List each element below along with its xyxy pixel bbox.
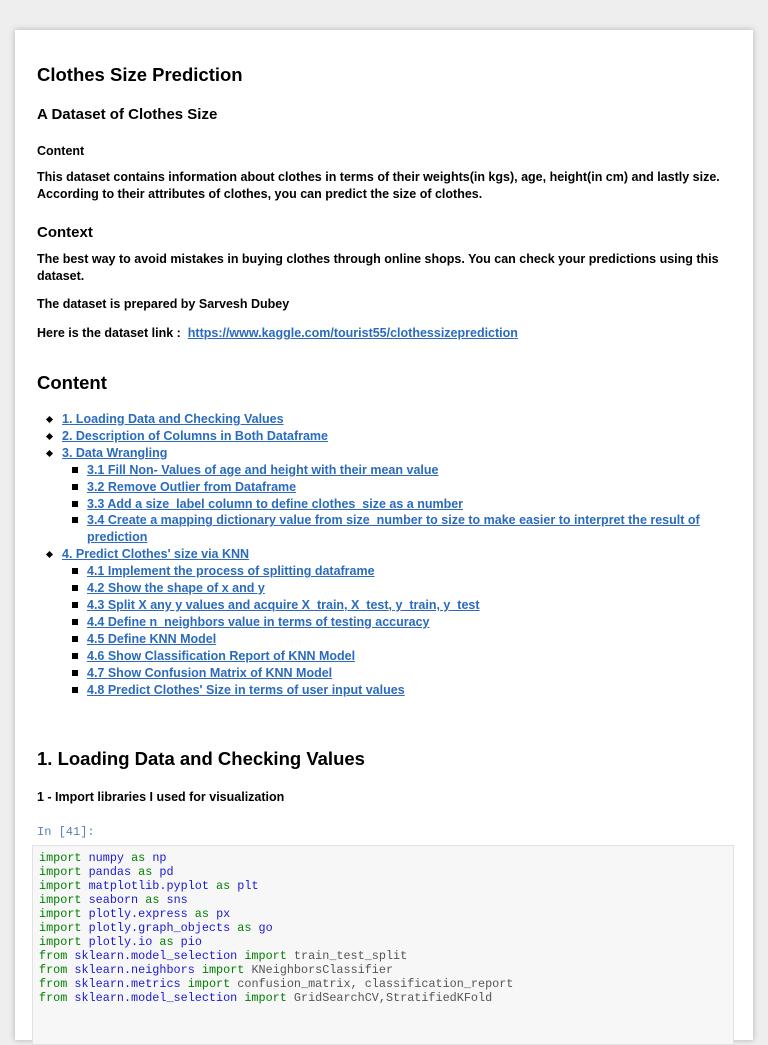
code-line: import numpy as np [39, 851, 167, 865]
toc-item [37, 411, 737, 428]
dataset-subtitle: A Dataset of Clothes Size [37, 106, 218, 123]
code-line: import plotly.io as pio [39, 935, 202, 949]
toc-subitem [62, 614, 737, 631]
toc-link-4-7[interactable]: 4.7 Show Confusion Matrix of KNN Model [87, 665, 333, 680]
page-title: Clothes Size Prediction [37, 64, 243, 85]
toc-item [37, 546, 737, 698]
code-cell[interactable] [32, 845, 734, 1045]
toc-link-2[interactable]: 2. Description of Columns in Both Dataframe [62, 428, 329, 443]
toc-link-3-4[interactable]: 3.4 Create a mapping dictionary value from size_number to size to make easier to interpret the result of prediction [87, 513, 700, 545]
code-line: from sklearn.neighbors import KNeighborsClassifier [39, 963, 394, 977]
toc-subitem [62, 580, 737, 597]
toc-link-4-2[interactable]: 4.2 Show the shape of x and y [87, 581, 265, 596]
toc-subitem [62, 462, 737, 479]
cell-prompt: In [41]: [37, 825, 95, 839]
toc-link-4-4[interactable]: 4.4 Define n_neighbors value in terms of testing accuracy [87, 614, 430, 629]
toc-link-3-2[interactable]: 3.2 Remove Outlier from Dataframe [87, 479, 297, 494]
toc-item [37, 445, 737, 546]
code-line: import plotly.express as px [39, 907, 231, 921]
notebook-page [15, 30, 753, 1040]
toc-subitem [62, 665, 737, 682]
code-line: import plotly.graph_objects as go [39, 921, 273, 935]
context-description: The best way to avoid mistakes in buying clothes through online shops. You can check your predictions using this dataset. [37, 252, 719, 283]
toc-heading: Content [37, 372, 107, 393]
toc-subitem [62, 496, 737, 513]
toc-link-4-5[interactable]: 4.5 Define KNN Model [87, 631, 217, 646]
toc-subitem [62, 682, 737, 699]
toc-subitem [62, 563, 737, 580]
toc-link-1[interactable]: 1. Loading Data and Checking Values [62, 412, 284, 426]
dataset-link[interactable]: https://www.kaggle.com/tourist55/clothessizeprediction [187, 326, 518, 340]
code-line: from sklearn.model_selection import GridSearchCV,StratifiedKFold [39, 991, 493, 1005]
dataset-link-line [37, 325, 727, 342]
code-line: import seaborn as sns [39, 893, 188, 907]
section-heading: 1. Loading Data and Checking Values [37, 748, 365, 769]
context-heading: Context [37, 224, 93, 241]
table-of-contents [37, 411, 737, 698]
toc-subitem [62, 597, 737, 614]
toc-link-3-3[interactable]: 3.3 Add a size_label column to define clothes_size as a number [87, 496, 464, 511]
code-block [33, 846, 733, 1005]
code-line: from sklearn.model_selection import train_test_split [39, 949, 408, 963]
toc-link-4[interactable]: 4. Predict Clothes' size via KNN [62, 547, 250, 562]
toc-sublist-3 [62, 462, 737, 547]
toc-sublist-4 [62, 563, 737, 698]
toc-link-3[interactable]: 3. Data Wrangling [62, 445, 168, 460]
toc-link-4-1[interactable]: 4.1 Implement the process of splitting dataframe [87, 564, 375, 579]
content-description: This dataset contains information about clothes in terms of their weights(in kgs), age, height(in cm) and lastly size. According to their attributes of clothes, you can predict the size of clothes. [37, 170, 720, 201]
toc-subitem [62, 479, 737, 496]
toc-link-4-6[interactable]: 4.6 Show Classification Report of KNN Model [87, 648, 356, 663]
code-line: from sklearn.metrics import confusion_matrix, classification_report [39, 977, 514, 991]
toc-link-3-1[interactable]: 3.1 Fill Non- Values of age and height with their mean value [87, 462, 439, 477]
toc-subitem [62, 631, 737, 648]
toc-subitem [62, 512, 737, 546]
code-line: import pandas as pd [39, 865, 174, 879]
dataset-link-prefix: Here is the dataset link : [37, 326, 181, 340]
toc-link-4-8[interactable]: 4.8 Predict Clothes' Size in terms of user input values [87, 682, 405, 697]
code-line: import matplotlib.pyplot as plt [39, 879, 259, 893]
toc-item [37, 428, 737, 445]
step-description: 1 - Import libraries I used for visualization [37, 790, 285, 804]
toc-link-4-3[interactable]: 4.3 Split X any y values and acquire X_train, X_test, y_train, y_test [87, 597, 480, 612]
prepared-by-text: The dataset is prepared by Sarvesh Dubey [37, 297, 290, 311]
content-label: Content [37, 144, 85, 158]
toc-subitem [62, 648, 737, 665]
